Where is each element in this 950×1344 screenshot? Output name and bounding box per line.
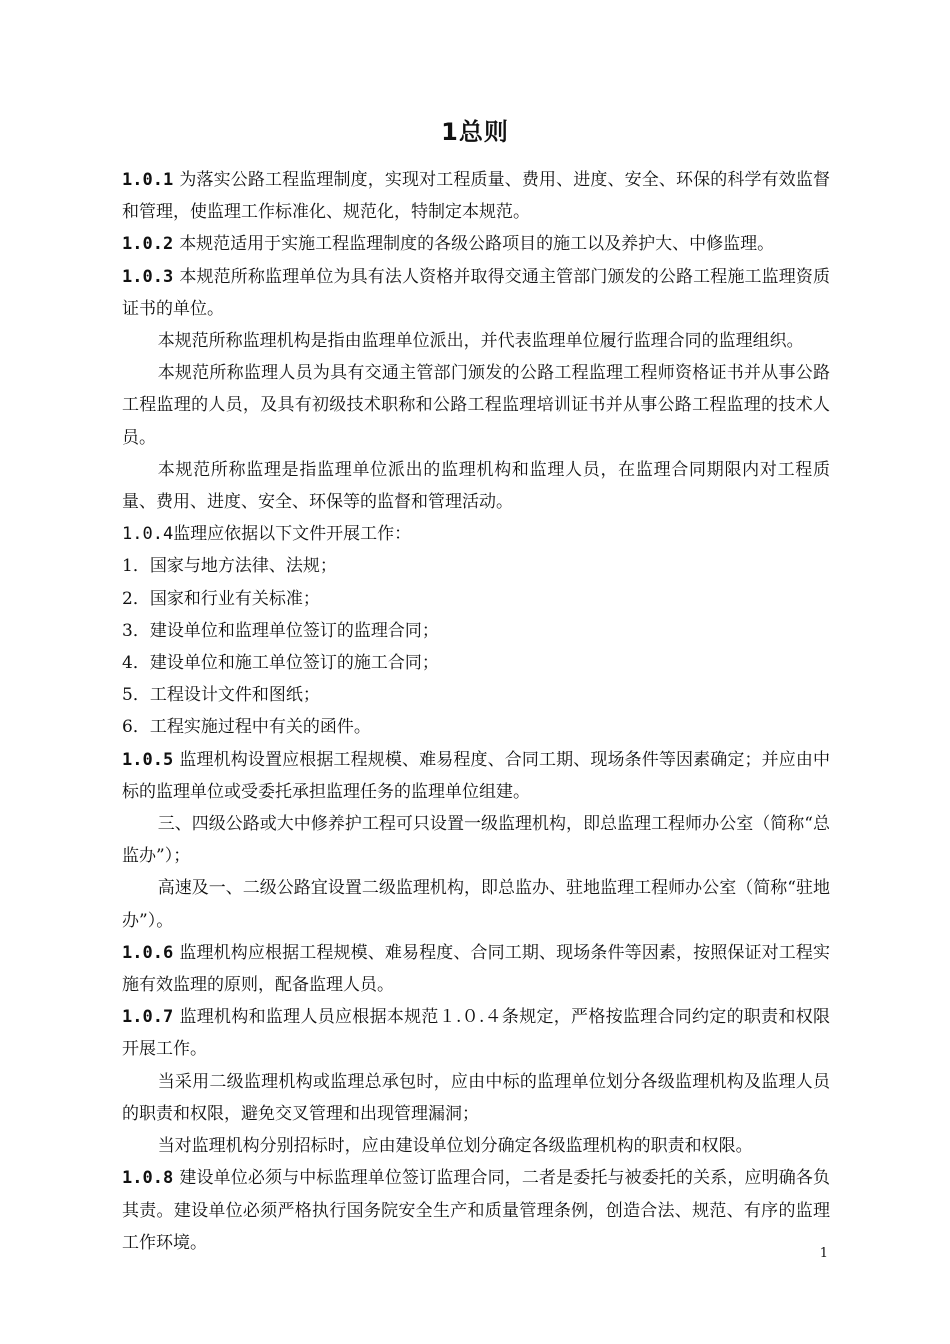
clause-text: 监理机构应根据工程规模、难易程度、合同工期、现场条件等因素，按照保证对工程实施有效监理的原则，配备监理人员。: [122, 942, 830, 996]
clause-1-0-8: [122, 1162, 830, 1259]
clause-1-0-5: [122, 744, 830, 808]
clause-text: 本规范适用于实施工程监理制度的各级公路项目的施工以及养护大、中修监理。: [179, 234, 775, 255]
paragraph: 本规范所称监理人员为具有交通主管部门颁发的公路工程监理工程师资格证书并从事公路工程监理的人员，及具有初级技术职称和公路工程监理培训证书并从事公路工程监理的技术人员。: [122, 363, 830, 448]
clause-1-0-7: [122, 1001, 830, 1065]
clause-text: 建设单位必须与中标监理单位签订监理合同，二者是委托与被委托的关系，应明确各负其责。建设单位必须严格执行国务院安全生产和质量管理条例，创造合法、规范、有序的监理工作环境。: [122, 1168, 830, 1253]
page-number: 1: [819, 1246, 828, 1261]
clause-number: 1.0.5: [122, 749, 174, 770]
list-item: 2．国家和行业有关标准；: [122, 588, 320, 609]
paragraph: 当采用二级监理机构或监理总承包时，应由中标的监理单位划分各级监理机构及监理人员的职责和权限，避免交叉管理和出现管理漏洞；: [122, 1071, 830, 1124]
paragraph: 当对监理机构分别招标时，应由建设单位划分确定各级监理机构的职责和权限。: [157, 1136, 753, 1157]
clause-1-0-2: [122, 228, 830, 260]
clause-number: 1.0.8: [122, 1168, 174, 1189]
document-body: [122, 164, 830, 1259]
clause-number: 1.0.4: [122, 524, 174, 545]
clause-1-0-1: [122, 164, 830, 228]
list-item: 3．建设单位和监理单位签订的监理合同；: [122, 620, 439, 641]
paragraph: 高速及一、二级公路宜设置二级监理机构，即总监办、驻地监理工程师办公室（简称“驻地办”）。: [122, 878, 830, 931]
list-item: 4．建设单位和施工单位签订的施工合同；: [122, 653, 439, 674]
clause-number: 1.0.7: [122, 1007, 174, 1028]
clause-1-0-4: [122, 518, 830, 550]
paragraph: 本规范所称监理机构是指由监理单位派出，并代表监理单位履行监理合同的监理组织。: [157, 331, 804, 352]
paragraph: 本规范所称监理是指监理单位派出的监理机构和监理人员，在监理合同期限内对工程质量、费用、进度、安全、环保等的监督和管理活动。: [122, 459, 830, 513]
clause-1-0-3: [122, 261, 830, 325]
clause-text: 监理应依据以下文件开展工作：: [173, 524, 412, 545]
clause-text: 监理机构设置应根据工程规模、难易程度、合同工期、现场条件等因素确定；并应由中标的监理单位或受委托承担监理任务的监理单位组建。: [122, 749, 830, 802]
list-item: 1．国家与地方法律、法规；: [122, 556, 337, 577]
page-title: 1总则: [441, 118, 509, 146]
clause-number: 1.0.2: [122, 234, 174, 255]
clause-number: 1.0.6: [122, 942, 174, 963]
list-item: 6．工程实施过程中有关的函件。: [122, 717, 371, 738]
clause-text: 本规范所称监理单位为具有法人资格并取得交通主管部门颁发的公路工程施工监理资质证书的单位。: [122, 266, 830, 319]
clause-text: 监理机构和监理人员应根据本规范１.０.４条规定，严格按监理合同约定的职责和权限开展工作。: [122, 1007, 830, 1060]
list-item: 5．工程设计文件和图纸；: [122, 685, 320, 706]
clause-number: 1.0.3: [122, 266, 174, 287]
paragraph: 三、四级公路或大中修养护工程可只设置一级监理机构，即总监理工程师办公室（简称“总监办”）；: [122, 814, 830, 867]
clause-number: 1.0.1: [122, 170, 174, 190]
clause-text: 为落实公路工程监理制度，实现对工程质量、费用、进度、安全、环保的科学有效监督和管理，使监理工作标准化、规范化，特制定本规范。: [122, 170, 830, 223]
clause-1-0-6: [122, 937, 830, 1001]
